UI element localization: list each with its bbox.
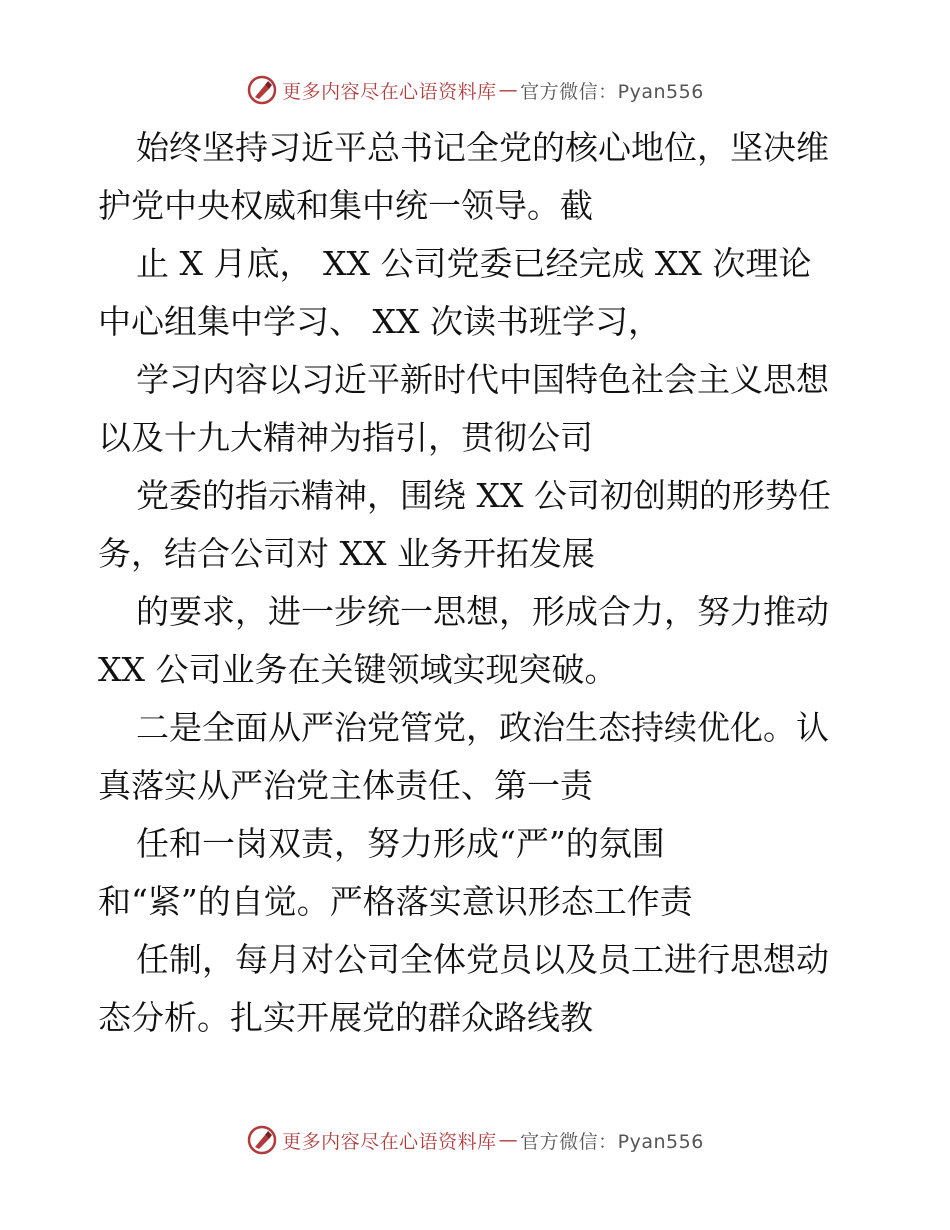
text-line: 以及十九大精神为指引，贯彻公司 (98, 418, 593, 457)
watermark-separator: — (498, 79, 519, 101)
text-line: 的要求，进一步统一思想，形成合力，努力推动 (136, 592, 829, 631)
text-line: 任制，每月对公司全体党员以及员工进行思想动 (136, 940, 829, 979)
text-line: 任和一岗双责，努力形成“严”的氛围 (136, 824, 665, 863)
text-line: 护党中央权威和集中统一领导。截 (98, 186, 593, 225)
text-line: 止 X 月底， XX 公司党委已经完成 XX 次理论 (136, 244, 812, 283)
watermark-footer (0, 1120, 950, 1160)
watermark-brand: 更多内容尽在心语资料库 (282, 80, 497, 103)
watermark-wechat: 官方微信：Pyan556 (520, 80, 704, 103)
pen-nib-logo-icon (246, 1124, 278, 1156)
text-line: 和“紧”的自觉。严格落实意识形态工作责 (98, 882, 693, 921)
text-line: XX 公司业务在关键领域实现突破。 (98, 650, 618, 689)
watermark-brand: 更多内容尽在心语资料库 (282, 1130, 497, 1153)
text-line: 始终坚持习近平总书记全党的核心地位，坚决维 (136, 128, 829, 167)
document-body (98, 124, 858, 1052)
text-line: 中心组集中学习、 XX 次读书班学习， (98, 302, 661, 341)
pen-nib-logo-icon (246, 74, 278, 106)
text-line: 二是全面从严治党管党，政治生态持续优化。认 (136, 708, 829, 747)
text-line: 学习内容以习近平新时代中国特色社会主义思想 (136, 360, 829, 399)
text-line: 真落实从严治党主体责任、第一责 (98, 766, 593, 805)
text-line: 态分析。扎实开展党的群众路线教 (98, 998, 593, 1037)
text-line: 党委的指示精神，围绕 XX 公司初创期的形势任 (136, 476, 831, 515)
text-line: 务，结合公司对 XX 业务开拓发展 (98, 534, 595, 573)
watermark-wechat: 官方微信：Pyan556 (520, 1130, 704, 1153)
watermark-separator: — (498, 1129, 519, 1151)
watermark-header (0, 70, 950, 110)
